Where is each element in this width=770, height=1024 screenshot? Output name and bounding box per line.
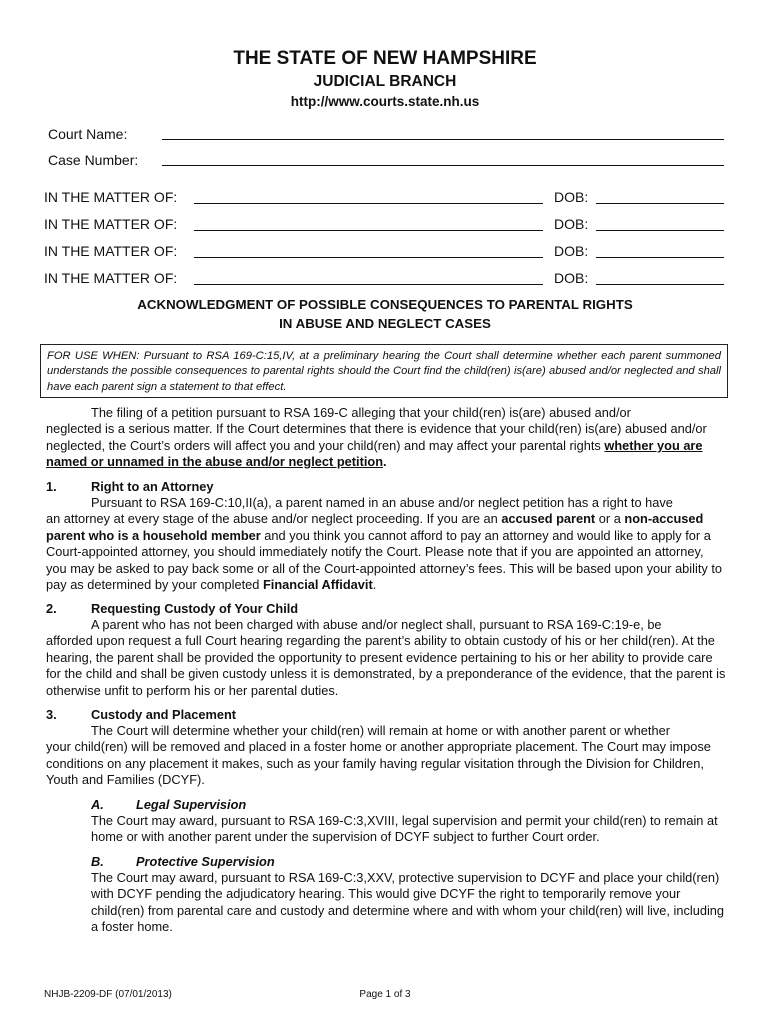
section-title: Requesting Custody of Your Child (91, 601, 299, 616)
section-first-line: A parent who has not been charged with abuse and/or neglect shall, pursuant to RSA 169-C:19-e, be (91, 617, 662, 632)
subsection-text: The Court may award, pursuant to RSA 169-C:3,XXV, protective supervision to DCYF and place your child(ren) with DCYF pending the adjudicatory hearing. This would give DCYF the right to temporarily remove your child(ren) from parental care and custody and determine where and with whom your child(ren) will live, including a foster home. (91, 870, 725, 935)
form-title-line2: IN ABUSE AND NEGLECT CASES (279, 316, 491, 331)
matter-label: IN THE MATTER OF: (44, 189, 178, 205)
section-text: . (372, 577, 377, 593)
intro-paragraph (46, 405, 726, 471)
dob-field[interactable] (596, 284, 724, 285)
subsection-text: The Court may award, pursuant to RSA 169-C:3,XVIII, legal supervision and permit your child(ren) to remain at home or with another parent under the supervision of DCYF subject to further Court order. (91, 813, 718, 845)
section-text: an attorney at every stage of the abuse and/or neglect proceeding. If you are an (46, 511, 502, 527)
form-id: NHJB-2209-DF (07/01/2013) (44, 989, 172, 1000)
section-rest (46, 511, 726, 593)
section-number: 1. (46, 479, 57, 494)
section-title: Right to an Attorney (91, 479, 214, 494)
matter-name-field[interactable] (194, 284, 543, 285)
subsection-letter: B. (91, 854, 104, 869)
matter-name-field[interactable] (194, 203, 543, 204)
subsection-title: Legal Supervision (136, 797, 247, 812)
matter-label: IN THE MATTER OF: (44, 270, 178, 286)
section-1-body (46, 495, 726, 593)
section-number: 3. (46, 707, 57, 722)
dob-label: DOB: (554, 270, 589, 286)
court-name-field[interactable] (162, 139, 724, 140)
section-rest: afforded upon request a full Court hearing regarding the parent’s ability to obtain custody of his or her child(ren). At the hearing, the parent shall be provided the opportunity to present evidence pertaining to his or her ability to provide care for the child and shall be given custody unless it is demonstrated, by a preponderance of the evidence, that the parent is otherwise unfit to perform his or her parental duties. (46, 633, 726, 698)
form-title-line1: ACKNOWLEDGMENT OF POSSIBLE CONSEQUENCES TO PARENTAL RIGHTS (137, 297, 633, 312)
section-number: 2. (46, 601, 57, 616)
section-title: Custody and Placement (91, 707, 237, 722)
court-name-label: Court Name: (48, 126, 128, 142)
bold-term: Financial Affidavit (262, 577, 373, 593)
bold-term: non-accused parent who is a household member (46, 511, 704, 543)
branch-heading: JUDICIAL BRANCH (313, 73, 457, 90)
case-number-field[interactable] (162, 165, 724, 166)
intro-emphasis: whether you are named or unnamed in the abuse and/or neglect petition (46, 437, 703, 470)
dob-field[interactable] (596, 257, 724, 258)
dob-field[interactable] (596, 203, 724, 204)
bold-term: accused parent (501, 511, 596, 527)
dob-field[interactable] (596, 230, 724, 231)
matter-name-field[interactable] (194, 230, 543, 231)
dob-label: DOB: (554, 216, 589, 232)
notice-box: FOR USE WHEN: Pursuant to RSA 169-C:15,IV, at a preliminary hearing the Court shall determine whether each parent summoned understands the possible consequences to parental rights should the Court find the child(ren) is(are) abused and/or neglected and shall have each parent sign a statement to that effect. (40, 344, 728, 398)
matter-label: IN THE MATTER OF: (44, 243, 178, 259)
section-2-body (46, 617, 726, 699)
intro-first-line: The filing of a petition pursuant to RSA 169-C alleging that your child(ren) is(are) abused and/or (91, 405, 631, 420)
dob-label: DOB: (554, 189, 589, 205)
case-number-label: Case Number: (48, 152, 139, 168)
section-first-line: Pursuant to RSA 169-C:10,II(a), a parent named in an abuse and/or neglect petition has a right to have (91, 495, 673, 510)
section-text: or a (595, 511, 625, 527)
court-url[interactable]: http://www.courts.state.nh.us (290, 94, 480, 109)
section-3-body (46, 723, 726, 789)
section-first-line: The Court will determine whether your child(ren) will remain at home or with another parent or whether (91, 723, 670, 738)
page-number: Page 1 of 3 (359, 989, 411, 1000)
section-text: and you think you cannot afford to pay an attorney and would like to apply for a Court-appointed attorney, you should immediately notify the Court. Please note that if you are appointed an attorney, you may be asked to pay back some or all of the Court-appointed attorney’s fees. This will be based upon your ability to pay as determined by your completed (46, 527, 723, 593)
dob-label: DOB: (554, 243, 589, 259)
subsection-title: Protective Supervision (136, 854, 275, 869)
intro-period: . (383, 454, 387, 470)
subsection-letter: A. (91, 797, 104, 812)
intro-text: neglected is a serious matter. If the Court determines that there is evidence that your child(ren) is(are) abused and/or neglected, the Court’s orders will affect you and your child(ren) and may affect your parental rights (46, 421, 707, 453)
page-title: THE STATE OF NEW HAMPSHIRE (233, 48, 537, 69)
matter-label: IN THE MATTER OF: (44, 216, 178, 232)
intro-rest (46, 421, 726, 470)
matter-name-field[interactable] (194, 257, 543, 258)
section-rest: your child(ren) will be removed and placed in a foster home or another appropriate placement. The Court may impose conditions on any placement it makes, such as your family having regular visitation through the Division for Children, Youth and Families (DCYF). (46, 739, 711, 788)
